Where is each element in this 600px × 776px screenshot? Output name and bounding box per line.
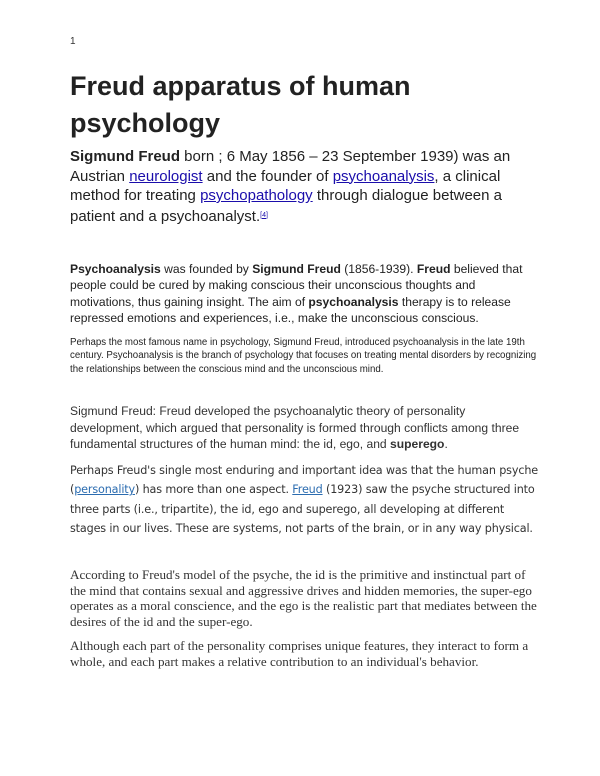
psyche-paragraph xyxy=(70,461,540,538)
page-number: 1 xyxy=(70,36,76,47)
model-paragraph: According to Freud's model of the psyche, the id is the primitive and instinctual part of the mind that contains sexual and aggressive drives and hidden memories, the super-ego operates as a moral conscience, and the ego is the realistic part that mediates between the desires of the id and the super-ego. xyxy=(70,567,537,629)
text-span: (1923) saw the psyche structured into three parts (i.e., tripartite), the id, ego and superego, all developing at different stages in our lives. These are systems, not parts of the brain, or in any way physical. xyxy=(70,483,535,535)
intro-text-4: through dialogue between a patient and a psychoanalyst. xyxy=(70,187,502,225)
text-span: (1856-1939). xyxy=(340,262,417,276)
theory-paragraph xyxy=(70,403,540,453)
text-span: believed that people could be cured by making conscious their unconscious thoughts and motivations, thus gaining insight. The aim of xyxy=(70,262,523,309)
psychoanalysis-paragraph xyxy=(70,261,540,326)
personality-parts-paragraph: Although each part of the personality comprises unique features, they interact to form a whole, and each part makes a relative contribution to an individual's behavior. xyxy=(70,638,529,669)
text-span: . xyxy=(444,437,448,451)
text-span: was founded by xyxy=(160,262,253,276)
personality-link[interactable]: personality xyxy=(74,483,135,497)
intro-text-1: born ; 6 May 1856 – 23 September 1939) was an Austrian xyxy=(70,148,511,185)
psychoanalysis-link[interactable]: psychoanalysis xyxy=(332,167,435,185)
neurologist-link[interactable]: neurologist xyxy=(129,167,203,185)
intro-text-3: , a clinical method for treating xyxy=(70,167,501,204)
bold-term: Sigmund Freud xyxy=(252,262,341,276)
text-span: therapy is to release repressed emotions and experiences, i.e., make the unconscious conscious. xyxy=(70,294,511,325)
intro-text-2: and the founder of xyxy=(202,167,333,185)
bold-term: psychoanalysis xyxy=(308,294,399,309)
bold-term: Freud xyxy=(416,262,451,276)
page-title: Freud apparatus of human psychology xyxy=(70,71,411,138)
famous-name-paragraph: Perhaps the most famous name in psychology, Sigmund Freud, introduced psychoanalysis in the late 19th century. Psychoanalysis is the branch of psychology that focuses on treating mental disorders by recognizing the relationships between the conscious mind and the unconscious mind. xyxy=(70,337,537,375)
bold-term: Psychoanalysis xyxy=(70,262,161,276)
text-span: Perhaps Freud's single most enduring and important idea was that the human psyche ( xyxy=(70,464,539,497)
text-span: Sigmund Freud: Freud developed the psychoanalytic theory of personality development, which argued that personality is formed through conflicts among three fundamental structures of the human mind: the id, ego, and xyxy=(70,404,520,451)
freud-link[interactable]: Freud xyxy=(292,483,323,497)
intro-paragraph xyxy=(70,147,540,226)
psychopathology-link[interactable]: psychopathology xyxy=(200,187,313,204)
reference-link[interactable]: [4] xyxy=(260,211,268,219)
text-span: ) has more than one aspect. xyxy=(135,483,293,497)
intro-name: Sigmund Freud xyxy=(70,148,180,165)
bold-term: superego xyxy=(390,437,445,451)
